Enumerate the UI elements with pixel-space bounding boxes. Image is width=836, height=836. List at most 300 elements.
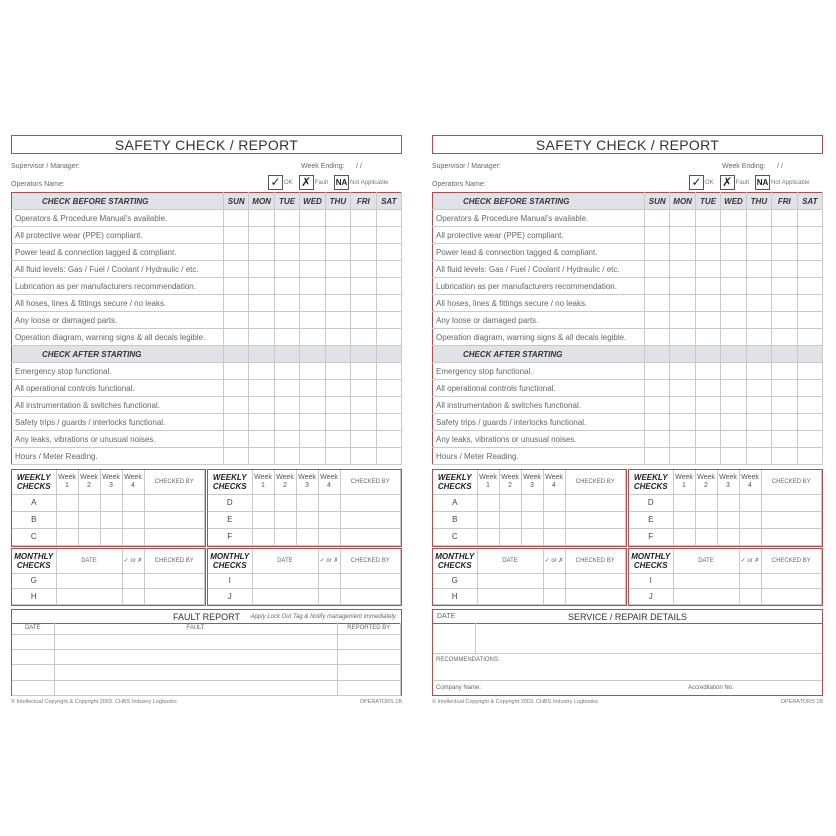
check-cell[interactable]	[670, 448, 695, 465]
check-cell[interactable]	[376, 448, 401, 465]
date-cell[interactable]	[56, 589, 122, 605]
check-cell[interactable]	[477, 528, 499, 545]
check-cell[interactable]	[645, 227, 670, 244]
check-cell[interactable]	[224, 261, 249, 278]
check-cell[interactable]	[351, 329, 376, 346]
check-cell[interactable]	[797, 414, 822, 431]
check-cell[interactable]	[274, 312, 299, 329]
check-cell[interactable]	[224, 329, 249, 346]
fault-date-cell[interactable]	[12, 634, 54, 649]
check-cell[interactable]	[477, 511, 499, 528]
date-label: DATE	[673, 549, 739, 573]
check-cell[interactable]	[274, 414, 299, 431]
check-cell[interactable]	[351, 227, 376, 244]
check-cell[interactable]	[772, 312, 797, 329]
check-cell[interactable]	[300, 210, 325, 227]
check-cell[interactable]	[56, 511, 78, 528]
check-cell[interactable]	[300, 431, 325, 448]
checked-by-cell[interactable]	[761, 494, 822, 511]
check-cell[interactable]	[351, 431, 376, 448]
fault-date-cell[interactable]	[12, 665, 54, 680]
check-cell[interactable]	[224, 278, 249, 295]
check-cell[interactable]	[772, 380, 797, 397]
check-cell[interactable]	[772, 295, 797, 312]
check-cell[interactable]	[670, 227, 695, 244]
check-cell[interactable]	[772, 448, 797, 465]
check-cell[interactable]	[325, 329, 350, 346]
check-cell[interactable]	[376, 397, 401, 414]
check-cell[interactable]	[376, 227, 401, 244]
check-cell[interactable]	[78, 528, 100, 545]
check-cell[interactable]	[300, 414, 325, 431]
check-cell[interactable]	[376, 431, 401, 448]
check-cell[interactable]	[645, 363, 670, 380]
check-item-label: Operation diagram, warning signs & all decals legible.	[12, 329, 224, 346]
check-cell[interactable]	[224, 397, 249, 414]
check-cell[interactable]	[274, 528, 296, 545]
check-cell[interactable]	[695, 227, 720, 244]
check-cell[interactable]	[325, 448, 350, 465]
check-cell[interactable]	[746, 312, 771, 329]
check-cell[interactable]	[695, 312, 720, 329]
check-cell[interactable]	[499, 528, 521, 545]
check-cell[interactable]	[351, 380, 376, 397]
check-cell[interactable]	[670, 397, 695, 414]
check-cell[interactable]	[695, 244, 720, 261]
check-cell[interactable]	[739, 511, 761, 528]
check-cell[interactable]	[376, 295, 401, 312]
check-cell[interactable]	[645, 431, 670, 448]
check-cell[interactable]	[122, 589, 144, 605]
check-cell[interactable]	[695, 329, 720, 346]
check-cell[interactable]	[56, 528, 78, 545]
date-cell[interactable]	[477, 589, 543, 605]
check-cell[interactable]	[797, 295, 822, 312]
check-cell[interactable]	[543, 511, 565, 528]
check-cell[interactable]	[721, 329, 746, 346]
check-cell[interactable]	[746, 397, 771, 414]
check-cell[interactable]	[670, 244, 695, 261]
check-cell[interactable]	[695, 431, 720, 448]
check-cell[interactable]	[499, 494, 521, 511]
check-cell[interactable]	[645, 210, 670, 227]
check-cell[interactable]	[300, 244, 325, 261]
check-cell[interactable]	[274, 380, 299, 397]
check-cell[interactable]	[325, 278, 350, 295]
check-cell[interactable]	[274, 329, 299, 346]
check-cell[interactable]	[249, 363, 274, 380]
check-cell[interactable]	[351, 397, 376, 414]
check-cell[interactable]	[252, 511, 274, 528]
check-cell[interactable]	[797, 397, 822, 414]
check-cell[interactable]	[645, 329, 670, 346]
check-cell[interactable]	[670, 261, 695, 278]
daily-check-table	[432, 192, 823, 465]
check-cell[interactable]	[721, 414, 746, 431]
check-cell[interactable]	[325, 295, 350, 312]
check-cell[interactable]	[721, 312, 746, 329]
check-cell[interactable]	[543, 589, 565, 605]
fault-description-cell[interactable]	[54, 680, 337, 695]
check-cell[interactable]	[351, 448, 376, 465]
check-cell[interactable]	[300, 312, 325, 329]
check-cell[interactable]	[249, 210, 274, 227]
check-cell[interactable]	[746, 363, 771, 380]
check-cell[interactable]	[296, 494, 318, 511]
date-cell[interactable]	[673, 589, 739, 605]
check-cell[interactable]	[670, 380, 695, 397]
check-cell[interactable]	[797, 380, 822, 397]
check-cell[interactable]	[645, 261, 670, 278]
check-cell[interactable]	[521, 528, 543, 545]
check-cell[interactable]	[521, 494, 543, 511]
check-cell[interactable]	[274, 397, 299, 414]
check-cell[interactable]	[325, 312, 350, 329]
check-cell[interactable]	[721, 380, 746, 397]
check-cell[interactable]	[351, 278, 376, 295]
check-cell[interactable]	[351, 295, 376, 312]
checked-by-cell[interactable]	[340, 589, 401, 605]
check-cell[interactable]	[746, 448, 771, 465]
check-cell[interactable]	[224, 312, 249, 329]
check-cell[interactable]	[721, 261, 746, 278]
check-cell[interactable]	[224, 414, 249, 431]
check-cell[interactable]	[224, 244, 249, 261]
check-cell[interactable]	[56, 494, 78, 511]
check-cell[interactable]	[318, 589, 340, 605]
reported-by-cell[interactable]	[337, 680, 401, 695]
check-cell[interactable]	[122, 511, 144, 528]
fault-description-cell[interactable]	[54, 665, 337, 680]
checked-by-cell[interactable]	[565, 528, 626, 545]
check-cell[interactable]	[122, 528, 144, 545]
check-cell[interactable]	[318, 494, 340, 511]
check-cell[interactable]	[300, 261, 325, 278]
check-cell[interactable]	[543, 528, 565, 545]
check-cell[interactable]	[300, 448, 325, 465]
check-cell[interactable]	[376, 414, 401, 431]
check-cell[interactable]	[224, 210, 249, 227]
check-cell[interactable]	[351, 312, 376, 329]
company-row[interactable]	[433, 680, 822, 697]
check-cell[interactable]	[318, 528, 340, 545]
check-cell[interactable]	[325, 210, 350, 227]
date-cell[interactable]	[477, 573, 543, 589]
check-cell[interactable]	[78, 494, 100, 511]
checked-by-cell[interactable]	[144, 573, 205, 589]
check-cell[interactable]	[300, 295, 325, 312]
check-cell[interactable]	[797, 210, 822, 227]
check-cell[interactable]	[746, 278, 771, 295]
checked-by-cell[interactable]	[761, 511, 822, 528]
check-cell[interactable]	[274, 494, 296, 511]
check-cell[interactable]	[249, 295, 274, 312]
check-cell[interactable]	[797, 329, 822, 346]
check-cell[interactable]	[645, 295, 670, 312]
checked-by-cell[interactable]	[340, 573, 401, 589]
check-cell[interactable]	[351, 414, 376, 431]
reported-by-cell[interactable]	[337, 649, 401, 664]
check-cell[interactable]	[670, 363, 695, 380]
check-cell[interactable]	[645, 414, 670, 431]
check-cell[interactable]	[695, 397, 720, 414]
check-cell[interactable]	[100, 511, 122, 528]
check-cell[interactable]	[376, 244, 401, 261]
checked-by-cell[interactable]	[340, 528, 401, 545]
check-cell[interactable]	[543, 573, 565, 589]
fault-date-cell[interactable]	[12, 649, 54, 664]
check-cell[interactable]	[670, 329, 695, 346]
check-cell[interactable]	[325, 397, 350, 414]
fault-description-cell[interactable]	[54, 634, 337, 649]
check-cell[interactable]	[673, 528, 695, 545]
check-cell[interactable]	[695, 380, 720, 397]
check-cell[interactable]	[274, 431, 299, 448]
check-cell[interactable]	[249, 312, 274, 329]
check-cell[interactable]	[645, 278, 670, 295]
check-cell[interactable]	[772, 261, 797, 278]
check-cell[interactable]	[797, 363, 822, 380]
check-cell[interactable]	[274, 278, 299, 295]
check-cell[interactable]	[249, 397, 274, 414]
check-cell[interactable]	[739, 528, 761, 545]
check-cell[interactable]	[695, 494, 717, 511]
checked-by-cell[interactable]	[761, 589, 822, 605]
check-cell[interactable]	[325, 244, 350, 261]
check-cell[interactable]	[797, 448, 822, 465]
check-cell[interactable]	[695, 261, 720, 278]
check-cell[interactable]	[318, 511, 340, 528]
check-cell[interactable]	[376, 380, 401, 397]
checked-by-cell[interactable]	[761, 573, 822, 589]
monthly-checks-right	[207, 548, 402, 606]
day-header-wed: WED	[300, 193, 325, 210]
check-cell[interactable]	[224, 295, 249, 312]
check-cell[interactable]	[249, 448, 274, 465]
check-cell[interactable]	[772, 363, 797, 380]
check-cell[interactable]	[249, 329, 274, 346]
check-cell[interactable]	[224, 227, 249, 244]
check-cell[interactable]	[249, 227, 274, 244]
checked-by-cell[interactable]	[144, 494, 205, 511]
check-cell[interactable]	[772, 414, 797, 431]
check-cell[interactable]	[300, 278, 325, 295]
check-cell[interactable]	[300, 380, 325, 397]
check-cell[interactable]	[670, 414, 695, 431]
check-cell[interactable]	[325, 431, 350, 448]
date-cell[interactable]	[252, 573, 318, 589]
check-cell[interactable]	[670, 278, 695, 295]
check-cell[interactable]	[670, 312, 695, 329]
check-cell[interactable]	[376, 312, 401, 329]
check-cell[interactable]	[296, 528, 318, 545]
reported-by-cell[interactable]	[337, 634, 401, 649]
check-cell[interactable]	[797, 312, 822, 329]
check-cell[interactable]	[645, 244, 670, 261]
check-cell[interactable]	[325, 261, 350, 278]
checked-by-cell[interactable]	[565, 494, 626, 511]
check-cell[interactable]	[695, 528, 717, 545]
check-cell[interactable]	[721, 244, 746, 261]
check-cell[interactable]	[325, 227, 350, 244]
check-cell[interactable]	[721, 227, 746, 244]
date-cell[interactable]	[252, 589, 318, 605]
check-cell[interactable]	[670, 210, 695, 227]
check-cell[interactable]	[746, 431, 771, 448]
check-cell[interactable]	[721, 431, 746, 448]
check-cell[interactable]	[274, 261, 299, 278]
check-cell[interactable]	[252, 494, 274, 511]
check-cell[interactable]	[100, 494, 122, 511]
check-cell[interactable]	[499, 511, 521, 528]
check-cell[interactable]	[122, 494, 144, 511]
check-cell[interactable]	[249, 414, 274, 431]
check-cell[interactable]	[296, 511, 318, 528]
check-cell[interactable]	[746, 261, 771, 278]
check-cell[interactable]	[695, 363, 720, 380]
check-cell[interactable]	[477, 494, 499, 511]
check-cell[interactable]	[224, 448, 249, 465]
checked-by-cell[interactable]	[761, 528, 822, 545]
check-cell[interactable]	[274, 227, 299, 244]
check-cell[interactable]	[797, 431, 822, 448]
check-cell[interactable]	[645, 448, 670, 465]
check-cell[interactable]	[772, 244, 797, 261]
check-cell[interactable]	[351, 210, 376, 227]
check-cell[interactable]	[772, 227, 797, 244]
check-cell[interactable]	[739, 573, 761, 589]
check-cell[interactable]	[746, 329, 771, 346]
check-cell[interactable]	[274, 210, 299, 227]
check-cell[interactable]	[274, 244, 299, 261]
check-cell[interactable]	[673, 494, 695, 511]
check-cell[interactable]	[274, 511, 296, 528]
check-cell[interactable]	[673, 511, 695, 528]
check-cell[interactable]	[772, 329, 797, 346]
check-cell[interactable]	[721, 448, 746, 465]
checked-by-cell[interactable]	[565, 589, 626, 605]
check-cell[interactable]	[721, 278, 746, 295]
check-cell[interactable]	[746, 380, 771, 397]
check-cell[interactable]	[721, 210, 746, 227]
check-cell[interactable]	[300, 363, 325, 380]
check-cell[interactable]	[376, 363, 401, 380]
date-cell[interactable]	[56, 573, 122, 589]
check-cell[interactable]	[376, 210, 401, 227]
check-cell[interactable]	[274, 295, 299, 312]
check-cell[interactable]	[797, 227, 822, 244]
check-cell[interactable]	[739, 589, 761, 605]
checked-by-cell[interactable]	[340, 494, 401, 511]
check-cell[interactable]	[645, 397, 670, 414]
check-cell[interactable]	[325, 380, 350, 397]
check-cell[interactable]	[249, 380, 274, 397]
checked-by-cell[interactable]	[340, 511, 401, 528]
check-cell[interactable]	[746, 227, 771, 244]
check-cell[interactable]	[300, 227, 325, 244]
check-cell[interactable]	[318, 573, 340, 589]
check-cell[interactable]	[122, 573, 144, 589]
check-cell[interactable]	[300, 397, 325, 414]
check-cell[interactable]	[521, 511, 543, 528]
check-cell[interactable]	[274, 363, 299, 380]
check-cell[interactable]	[772, 210, 797, 227]
service-date-cell[interactable]	[433, 623, 476, 653]
check-cell[interactable]	[543, 494, 565, 511]
check-cell[interactable]	[695, 295, 720, 312]
check-cell[interactable]	[249, 261, 274, 278]
check-cell[interactable]	[717, 511, 739, 528]
check-cell[interactable]	[797, 278, 822, 295]
check-cell[interactable]	[695, 210, 720, 227]
fault-date-cell[interactable]	[12, 680, 54, 695]
check-cell[interactable]	[746, 295, 771, 312]
check-cell[interactable]	[78, 511, 100, 528]
check-cell[interactable]	[376, 329, 401, 346]
check-cell[interactable]	[717, 494, 739, 511]
checked-by-cell[interactable]	[144, 589, 205, 605]
checked-by-cell[interactable]	[144, 511, 205, 528]
check-cell[interactable]	[249, 431, 274, 448]
check-cell[interactable]	[797, 244, 822, 261]
check-cell[interactable]	[351, 244, 376, 261]
check-cell[interactable]	[797, 261, 822, 278]
check-cell[interactable]	[695, 414, 720, 431]
check-cell[interactable]	[351, 261, 376, 278]
check-cell[interactable]	[351, 363, 376, 380]
check-cell[interactable]	[224, 363, 249, 380]
check-cell[interactable]	[746, 210, 771, 227]
check-cell[interactable]	[645, 312, 670, 329]
check-cell[interactable]	[100, 528, 122, 545]
checked-by-cell[interactable]	[144, 528, 205, 545]
check-cell[interactable]	[721, 363, 746, 380]
check-cell[interactable]	[376, 261, 401, 278]
checked-by-cell[interactable]	[565, 573, 626, 589]
date-cell[interactable]	[673, 573, 739, 589]
check-cell[interactable]	[252, 528, 274, 545]
check-cell[interactable]	[376, 278, 401, 295]
fault-description-cell[interactable]	[54, 649, 337, 664]
check-cell[interactable]	[739, 494, 761, 511]
check-cell[interactable]	[224, 431, 249, 448]
check-cell[interactable]	[325, 414, 350, 431]
check-cell[interactable]	[772, 278, 797, 295]
check-cell[interactable]	[721, 295, 746, 312]
recommendations-field[interactable]	[433, 653, 822, 681]
check-cell[interactable]	[224, 380, 249, 397]
check-cell[interactable]	[325, 363, 350, 380]
check-cell[interactable]	[670, 295, 695, 312]
check-cell[interactable]	[695, 278, 720, 295]
check-cell[interactable]	[274, 448, 299, 465]
check-cell[interactable]	[249, 278, 274, 295]
check-cell[interactable]	[721, 397, 746, 414]
check-cell[interactable]	[746, 414, 771, 431]
reported-by-cell[interactable]	[337, 665, 401, 680]
check-cell[interactable]	[300, 329, 325, 346]
check-cell[interactable]	[717, 528, 739, 545]
check-cell[interactable]	[772, 397, 797, 414]
check-cell[interactable]	[695, 511, 717, 528]
check-cell[interactable]	[645, 380, 670, 397]
check-cell[interactable]	[249, 244, 274, 261]
check-cell[interactable]	[772, 431, 797, 448]
check-cell[interactable]	[695, 448, 720, 465]
checked-by-cell[interactable]	[565, 511, 626, 528]
check-cell[interactable]	[670, 431, 695, 448]
check-cell[interactable]	[746, 244, 771, 261]
